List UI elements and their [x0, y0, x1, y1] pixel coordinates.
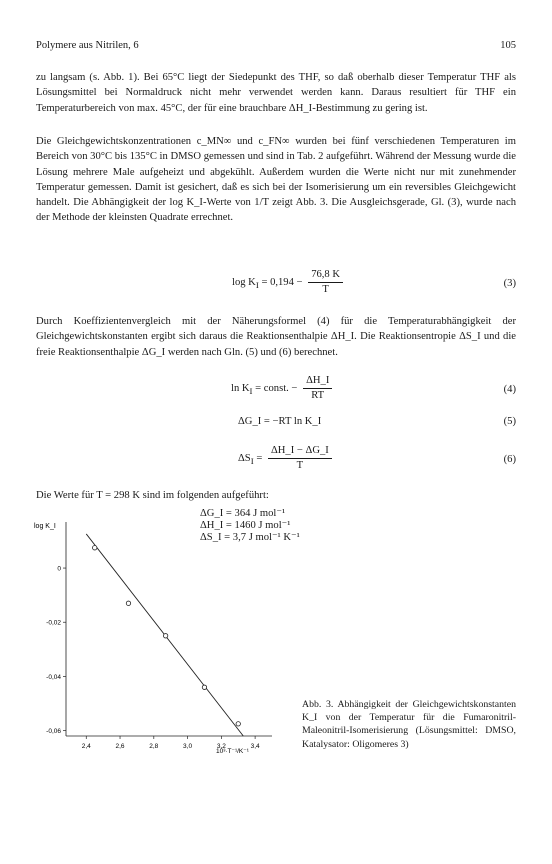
chart-axes — [46, 522, 272, 750]
equation-3-middle: = 0,194 − — [258, 276, 306, 288]
equation-4-fraction — [303, 374, 332, 403]
equation-3-numerator: 76,8 K — [308, 268, 343, 283]
running-title: Polymere aus Nitrilen, 6 — [36, 40, 139, 51]
paragraph-1: zu langsam (s. Abb. 1). Bei 65°C liegt der Siedepunkt des THF, so daß oberhalb dieser Temperatur THF als Lösungsmittel bei Normaldruck nicht mehr verwendet werden kann. Daraus resultiert für THF ein Temperaturbereich von max. 45°C, der für eine brauchbare ΔH_I-Bestimmung zu gering ist. — [36, 72, 516, 114]
equation-5: ΔG_I = −RT ln K_I — [238, 416, 322, 427]
result-delta-g: ΔG_I = 364 J mol⁻¹ — [200, 508, 286, 519]
equation-6-lhs-subscript: I — [250, 456, 254, 467]
x-axis-label: 10³·T⁻¹/K⁻¹ — [216, 748, 249, 755]
equation-3-lhs: log K — [232, 276, 256, 288]
figure-3-caption: Abb. 3. Abhängigkeit der Gleichgewichtskonstanten K_I von der Temperatur für die Fumaronitril-Maleonitril-Isomerisierung (Lösungsmittel: DMSO, Katalysator: Oligomeres 3) — [302, 699, 516, 750]
x-tick-label: 2,6 — [115, 743, 125, 750]
equation-3 — [232, 268, 343, 297]
y-tick-label: -0,06 — [46, 728, 61, 736]
data-point — [236, 722, 240, 726]
equation-4-numerator: ΔH_I — [303, 374, 332, 389]
x-tick-label: 2,4 — [81, 743, 91, 750]
equation-6-fraction — [268, 444, 332, 473]
paragraph-3: Durch Koeffizientenvergleich mit der Näherungsformel (4) für die Temperaturabhängigkeit der Gleichgewichtskonstanten ergibt sich daraus die Reaktionsenthalpie ΔH_I. Die Reaktionsentropie ΔS_I und die freie Reaktionsenthalpie ΔG_I werden nach Gln. (5) und (6) berechnet. — [36, 316, 516, 358]
equation-6-denominator: T — [296, 460, 304, 471]
x-tick-label: 3,2 — [216, 743, 226, 750]
x-tick-label: 3,0 — [183, 743, 193, 750]
equation-4-lhs: ln K — [231, 382, 250, 394]
equation-6 — [238, 444, 332, 473]
paragraph-4: Die Werte für T = 298 K sind im folgenden aufgeführt: — [36, 490, 269, 501]
equation-4 — [231, 374, 332, 403]
equation-4-lhs-subscript: I — [249, 386, 253, 397]
equation-6-middle: = — [253, 452, 265, 464]
x-tick-label: 2,8 — [149, 743, 159, 750]
y-tick-label: -0,04 — [46, 673, 61, 681]
y-tick-label: -0,02 — [46, 619, 61, 627]
page-number: 105 — [500, 40, 516, 51]
result-delta-h: ΔH_I = 1460 J mol⁻¹ — [200, 520, 291, 531]
equation-6-number: (6) — [503, 454, 516, 465]
y-axis-label: log K_I — [34, 523, 56, 530]
data-point — [93, 546, 97, 550]
equation-3-denominator: T — [322, 284, 329, 295]
figure-3-chart — [30, 510, 280, 760]
paragraph-2: Die Gleichgewichtskonzentrationen c_MN∞ und c_FN∞ wurden bei fünf verschiedenen Temperaturen im Bereich von 30°C bis 135°C in DMSO gemessen und sind in Tab. 2 aufgeführt. Während der Messung wurde die Lösung mehrere Male aufgeheizt und abgekühlt. Außerdem wurden die Werte nicht nur mit zunehmender Temperatur gemessen. Damit ist gesichert, daß es sich bei der Isomerisierung um ein reversibles Gleichgewicht handelt. Die Abhängigkeit der log K_I-Werte von 1/T zeigt Abb. 3. Die Ausgleichsgerade, Gl. (3), wurde nach der Methode der kleinsten Quadrate errechnet. — [36, 136, 516, 224]
equation-6-lhs: ΔS — [238, 452, 251, 464]
equation-4-middle: = const. − — [252, 382, 301, 394]
equation-4-number: (4) — [503, 384, 516, 395]
equation-3-lhs-subscript: I — [255, 280, 259, 291]
equation-6-numerator: ΔH_I − ΔG_I — [268, 444, 332, 459]
data-point — [163, 634, 167, 638]
equation-3-fraction — [308, 268, 343, 297]
chart-marks — [86, 534, 243, 736]
equation-4-denominator: RT — [311, 390, 325, 401]
equation-3-number: (3) — [503, 278, 516, 289]
y-tick-label: 0 — [57, 565, 61, 573]
x-tick-label: 3,4 — [250, 743, 260, 750]
equation-5-number: (5) — [503, 416, 516, 427]
data-point — [202, 685, 206, 689]
result-delta-s: ΔS_I = 3,7 J mol⁻¹ K⁻¹ — [200, 532, 300, 543]
data-point — [126, 601, 130, 605]
